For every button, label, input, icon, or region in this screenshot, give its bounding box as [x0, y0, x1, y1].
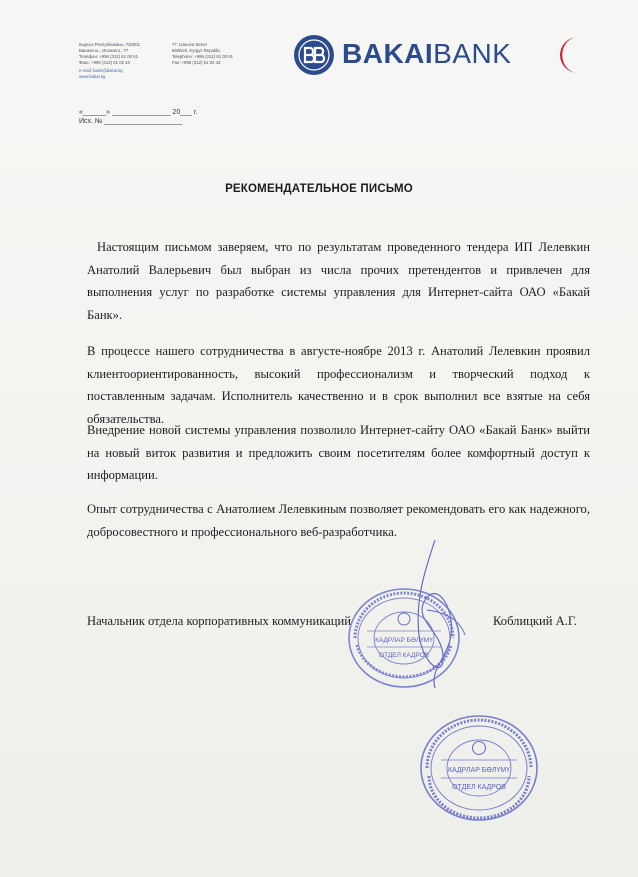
crescent-icon: [554, 33, 582, 77]
letter-title: РЕКОМЕНДАТЕЛЬНОЕ ПИСЬМО: [225, 183, 413, 195]
logo-bank-text: BANK: [433, 38, 512, 69]
bakai-bank-logo: [292, 31, 584, 79]
paragraph-4: Опыт сотрудничества с Анатолием Лелевкиным позволяет рекомендовать его как надежного, добросовестного и профессионального веб-разработчика.: [87, 502, 590, 539]
header-address-english: [172, 42, 257, 66]
address-line: Кыргыз Республикасы, 720001: [79, 42, 141, 47]
bank-emblem-icon: [292, 33, 336, 77]
address-line: Fax: +996 (312) 61 02 43: [172, 60, 221, 65]
stamp1-line1: КАДРЛАР БӨЛҮМҮ: [375, 637, 433, 644]
stamp1-line2: ОТДЕЛ КАДРОВ: [379, 652, 429, 659]
paragraph-3: Внедрение новой системы управления позволило Интернет-сайту ОАО «Бакай Банк» выйти на новый виток развития и предложить своим посетителям более комфортный доступ к информации.: [87, 423, 590, 482]
address-line: Бишкек ш., Исанов к., 77: [79, 48, 129, 53]
signatory-name: Коблицкий А.Г.: [493, 614, 577, 628]
address-line: Bishkek, Kyrgyz Republic: [172, 48, 221, 53]
address-line: Telephone: +996 (312) 61 00 61: [172, 54, 234, 59]
address-line: 77, Isanova Street: [172, 42, 207, 47]
date-line: «______» _______________ 20___ г.: [79, 109, 198, 116]
hr-department-stamp-2: [417, 712, 541, 824]
stamp2-line1: КАДРЛАР БӨЛҮМҮ: [447, 767, 511, 774]
stamp2-line2: ОТДЕЛ КАДРОВ: [452, 784, 506, 791]
logo-bakai-text: BAKAI: [342, 38, 434, 69]
paragraph-1: Настоящим письмом заверяем, что по результатам проведенного тендера ИП Лелевкин Анатолий Валерьевич был выбран из числа прочих претендентов и привлечен для выполнения услуг по разработке системы управления для Интернет-сайта ОАО «Бакай Банк».: [87, 240, 590, 322]
logo-wordmark: [342, 39, 511, 69]
signatory-position: Начальник отдела корпоративных коммуникаций: [87, 614, 351, 628]
hr-department-stamp: [345, 585, 463, 691]
website-text: www.bakai.kg: [79, 74, 106, 79]
address-line: Телефон: +996 (312) 61 00 61: [79, 54, 139, 59]
email-text: e-mail: bank@bakai.kg: [79, 68, 123, 73]
address-line: Факс: +996 (312) 61 02 43: [79, 60, 130, 65]
header-address-kyrgyz: [79, 42, 164, 80]
reference-block: [79, 108, 197, 126]
outgoing-number-line: Исх. № ____________________: [79, 118, 183, 125]
paragraph-2: В процессе нашего сотрудничества в августе-ноябре 2013 г. Анатолий Лелевкин проявил клиентоориентированность, высокий профессионализм и творческий подход к поставленным задачам. Исполнитель качественно и в срок выполнил все взятые на себя обязательства.: [87, 344, 590, 426]
